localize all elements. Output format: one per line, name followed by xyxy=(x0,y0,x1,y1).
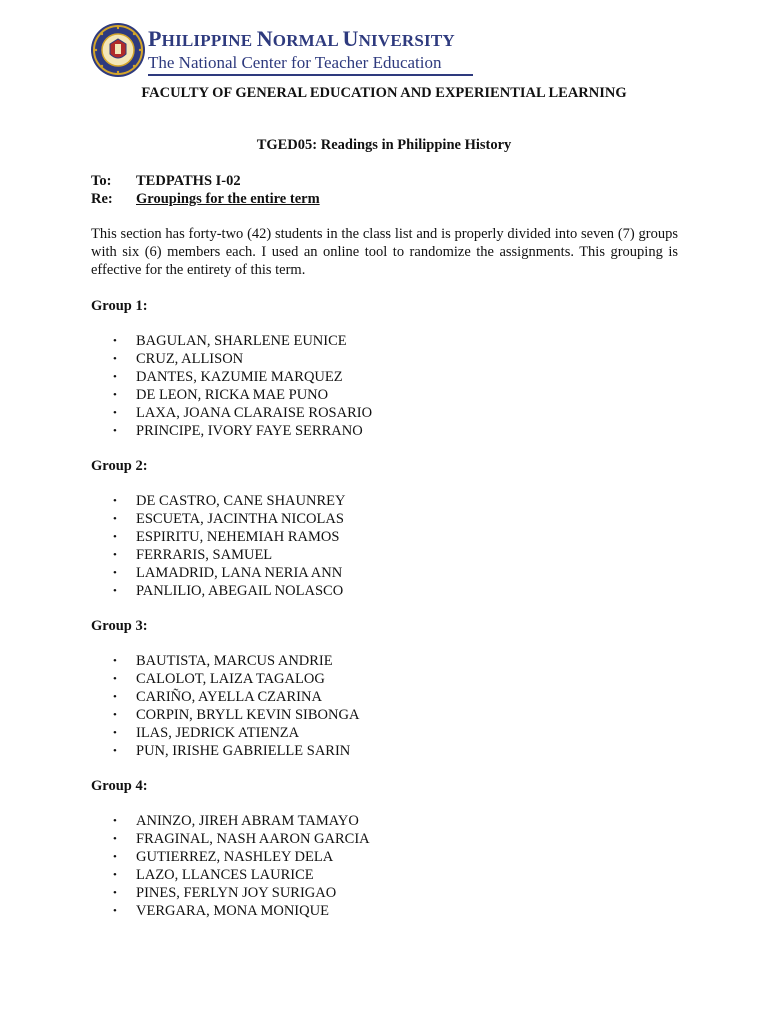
bullet-icon: • xyxy=(113,371,117,383)
letterhead-divider xyxy=(148,74,473,76)
member-name: DE LEON, RICKA MAE PUNO xyxy=(136,387,329,403)
bullet-icon: • xyxy=(113,513,117,525)
bullet-icon: • xyxy=(113,353,117,365)
list-item xyxy=(91,332,691,350)
letterhead xyxy=(90,22,490,82)
bullet-icon: • xyxy=(113,709,117,721)
list-item xyxy=(91,582,691,600)
memo-to-label: To: xyxy=(91,173,112,189)
bullet-icon: • xyxy=(113,335,117,347)
list-item xyxy=(91,742,691,760)
member-list xyxy=(91,812,691,920)
memo-to-row xyxy=(91,172,320,190)
list-item xyxy=(91,706,691,724)
bullet-icon: • xyxy=(113,655,117,667)
list-item xyxy=(91,652,691,670)
bullet-icon: • xyxy=(113,887,117,899)
member-list xyxy=(91,652,691,760)
member-name: PINES, FERLYN JOY SURIGAO xyxy=(136,885,337,901)
bullet-icon: • xyxy=(113,833,117,845)
member-name: BAUTISTA, MARCUS ANDRIE xyxy=(136,653,333,669)
bullet-icon: • xyxy=(113,407,117,419)
member-name: FRAGINAL, NASH AARON GARCIA xyxy=(136,831,370,847)
group-title: Group 2: xyxy=(91,458,148,474)
bullet-icon: • xyxy=(113,425,117,437)
member-name: CRUZ, ALLISON xyxy=(136,351,244,367)
member-name: DE CASTRO, CANE SHAUNREY xyxy=(136,493,346,509)
group-title: Group 4: xyxy=(91,778,148,794)
member-name: ESCUETA, JACINTHA NICOLAS xyxy=(136,511,344,527)
university-name: PHILIPPINE NORMAL UNIVERSITY xyxy=(148,26,455,51)
bullet-icon: • xyxy=(113,531,117,543)
member-name: PUN, IRISHE GABRIELLE SARIN xyxy=(136,743,351,759)
memo-re-value: Groupings for the entire term xyxy=(136,191,320,207)
member-name: CORPIN, BRYLL KEVIN SIBONGA xyxy=(136,707,360,723)
member-list xyxy=(91,332,691,440)
list-item xyxy=(91,812,691,830)
bullet-icon: • xyxy=(113,691,117,703)
list-item xyxy=(91,564,691,582)
bullet-icon: • xyxy=(113,727,117,739)
member-name: ESPIRITU, NEHEMIAH RAMOS xyxy=(136,529,340,545)
bullet-icon: • xyxy=(113,495,117,507)
list-item xyxy=(91,724,691,742)
intro-paragraph: This section has forty-two (42) students in the class list and is properly divided into seven (7) groups with six (6) members each. I used an online tool to randomize the assignments. This grouping is effective for the entirety of this term. xyxy=(91,226,678,278)
member-name: ANINZO, JIREH ABRAM TAMAYO xyxy=(136,813,359,829)
member-name: VERGARA, MONA MONIQUE xyxy=(136,903,329,919)
memo-re-label: Re: xyxy=(91,191,113,207)
member-name: GUTIERREZ, NASHLEY DELA xyxy=(136,849,334,865)
bullet-icon: • xyxy=(113,585,117,597)
bullet-icon: • xyxy=(113,815,117,827)
list-item xyxy=(91,386,691,404)
list-item xyxy=(91,528,691,546)
member-name: LAZO, LLANCES LAURICE xyxy=(136,867,314,883)
list-item xyxy=(91,688,691,706)
bullet-icon: • xyxy=(113,745,117,757)
list-item xyxy=(91,510,691,528)
bullet-icon: • xyxy=(113,905,117,917)
member-name: FERRARIS, SAMUEL xyxy=(136,547,273,563)
memo-re-row xyxy=(91,190,320,208)
list-item xyxy=(91,492,691,510)
group-1 xyxy=(91,297,691,440)
member-name: LAMADRID, LANA NERIA ANN xyxy=(136,565,343,581)
list-item xyxy=(91,902,691,920)
member-name: PANLILIO, ABEGAIL NOLASCO xyxy=(136,583,344,599)
groups-list xyxy=(91,297,691,937)
group-title: Group 3: xyxy=(91,618,148,634)
member-list xyxy=(91,492,691,600)
list-item xyxy=(91,866,691,884)
member-name: DANTES, KAZUMIE MARQUEZ xyxy=(136,369,343,385)
faculty-heading: FACULTY OF GENERAL EDUCATION AND EXPERIENTIAL LEARNING xyxy=(141,85,627,101)
bullet-icon: • xyxy=(113,567,117,579)
group-title: Group 1: xyxy=(91,298,148,314)
memo-block xyxy=(91,172,320,208)
group-4 xyxy=(91,777,691,920)
university-tagline: The National Center for Teacher Education xyxy=(148,53,442,72)
group-3 xyxy=(91,617,691,760)
list-item xyxy=(91,848,691,866)
bullet-icon: • xyxy=(113,869,117,881)
bullet-icon: • xyxy=(113,389,117,401)
member-name: ILAS, JEDRICK ATIENZA xyxy=(136,725,300,741)
bullet-icon: • xyxy=(113,673,117,685)
member-name: CALOLOT, LAIZA TAGALOG xyxy=(136,671,325,687)
member-name: CARIÑO, AYELLA CZARINA xyxy=(136,689,322,705)
list-item xyxy=(91,422,691,440)
list-item xyxy=(91,546,691,564)
list-item xyxy=(91,884,691,902)
bullet-icon: • xyxy=(113,549,117,561)
list-item xyxy=(91,830,691,848)
list-item xyxy=(91,670,691,688)
list-item xyxy=(91,368,691,386)
memo-to-value: TEDPATHS I-02 xyxy=(136,173,241,189)
group-2 xyxy=(91,457,691,600)
list-item xyxy=(91,350,691,368)
bullet-icon: • xyxy=(113,851,117,863)
list-item xyxy=(91,404,691,422)
member-name: BAGULAN, SHARLENE EUNICE xyxy=(136,333,347,349)
university-seal-icon xyxy=(90,22,146,78)
course-title: TGED05: Readings in Philippine History xyxy=(256,137,512,153)
member-name: LAXA, JOANA CLARAISE ROSARIO xyxy=(136,405,373,421)
member-name: PRINCIPE, IVORY FAYE SERRANO xyxy=(136,423,363,439)
